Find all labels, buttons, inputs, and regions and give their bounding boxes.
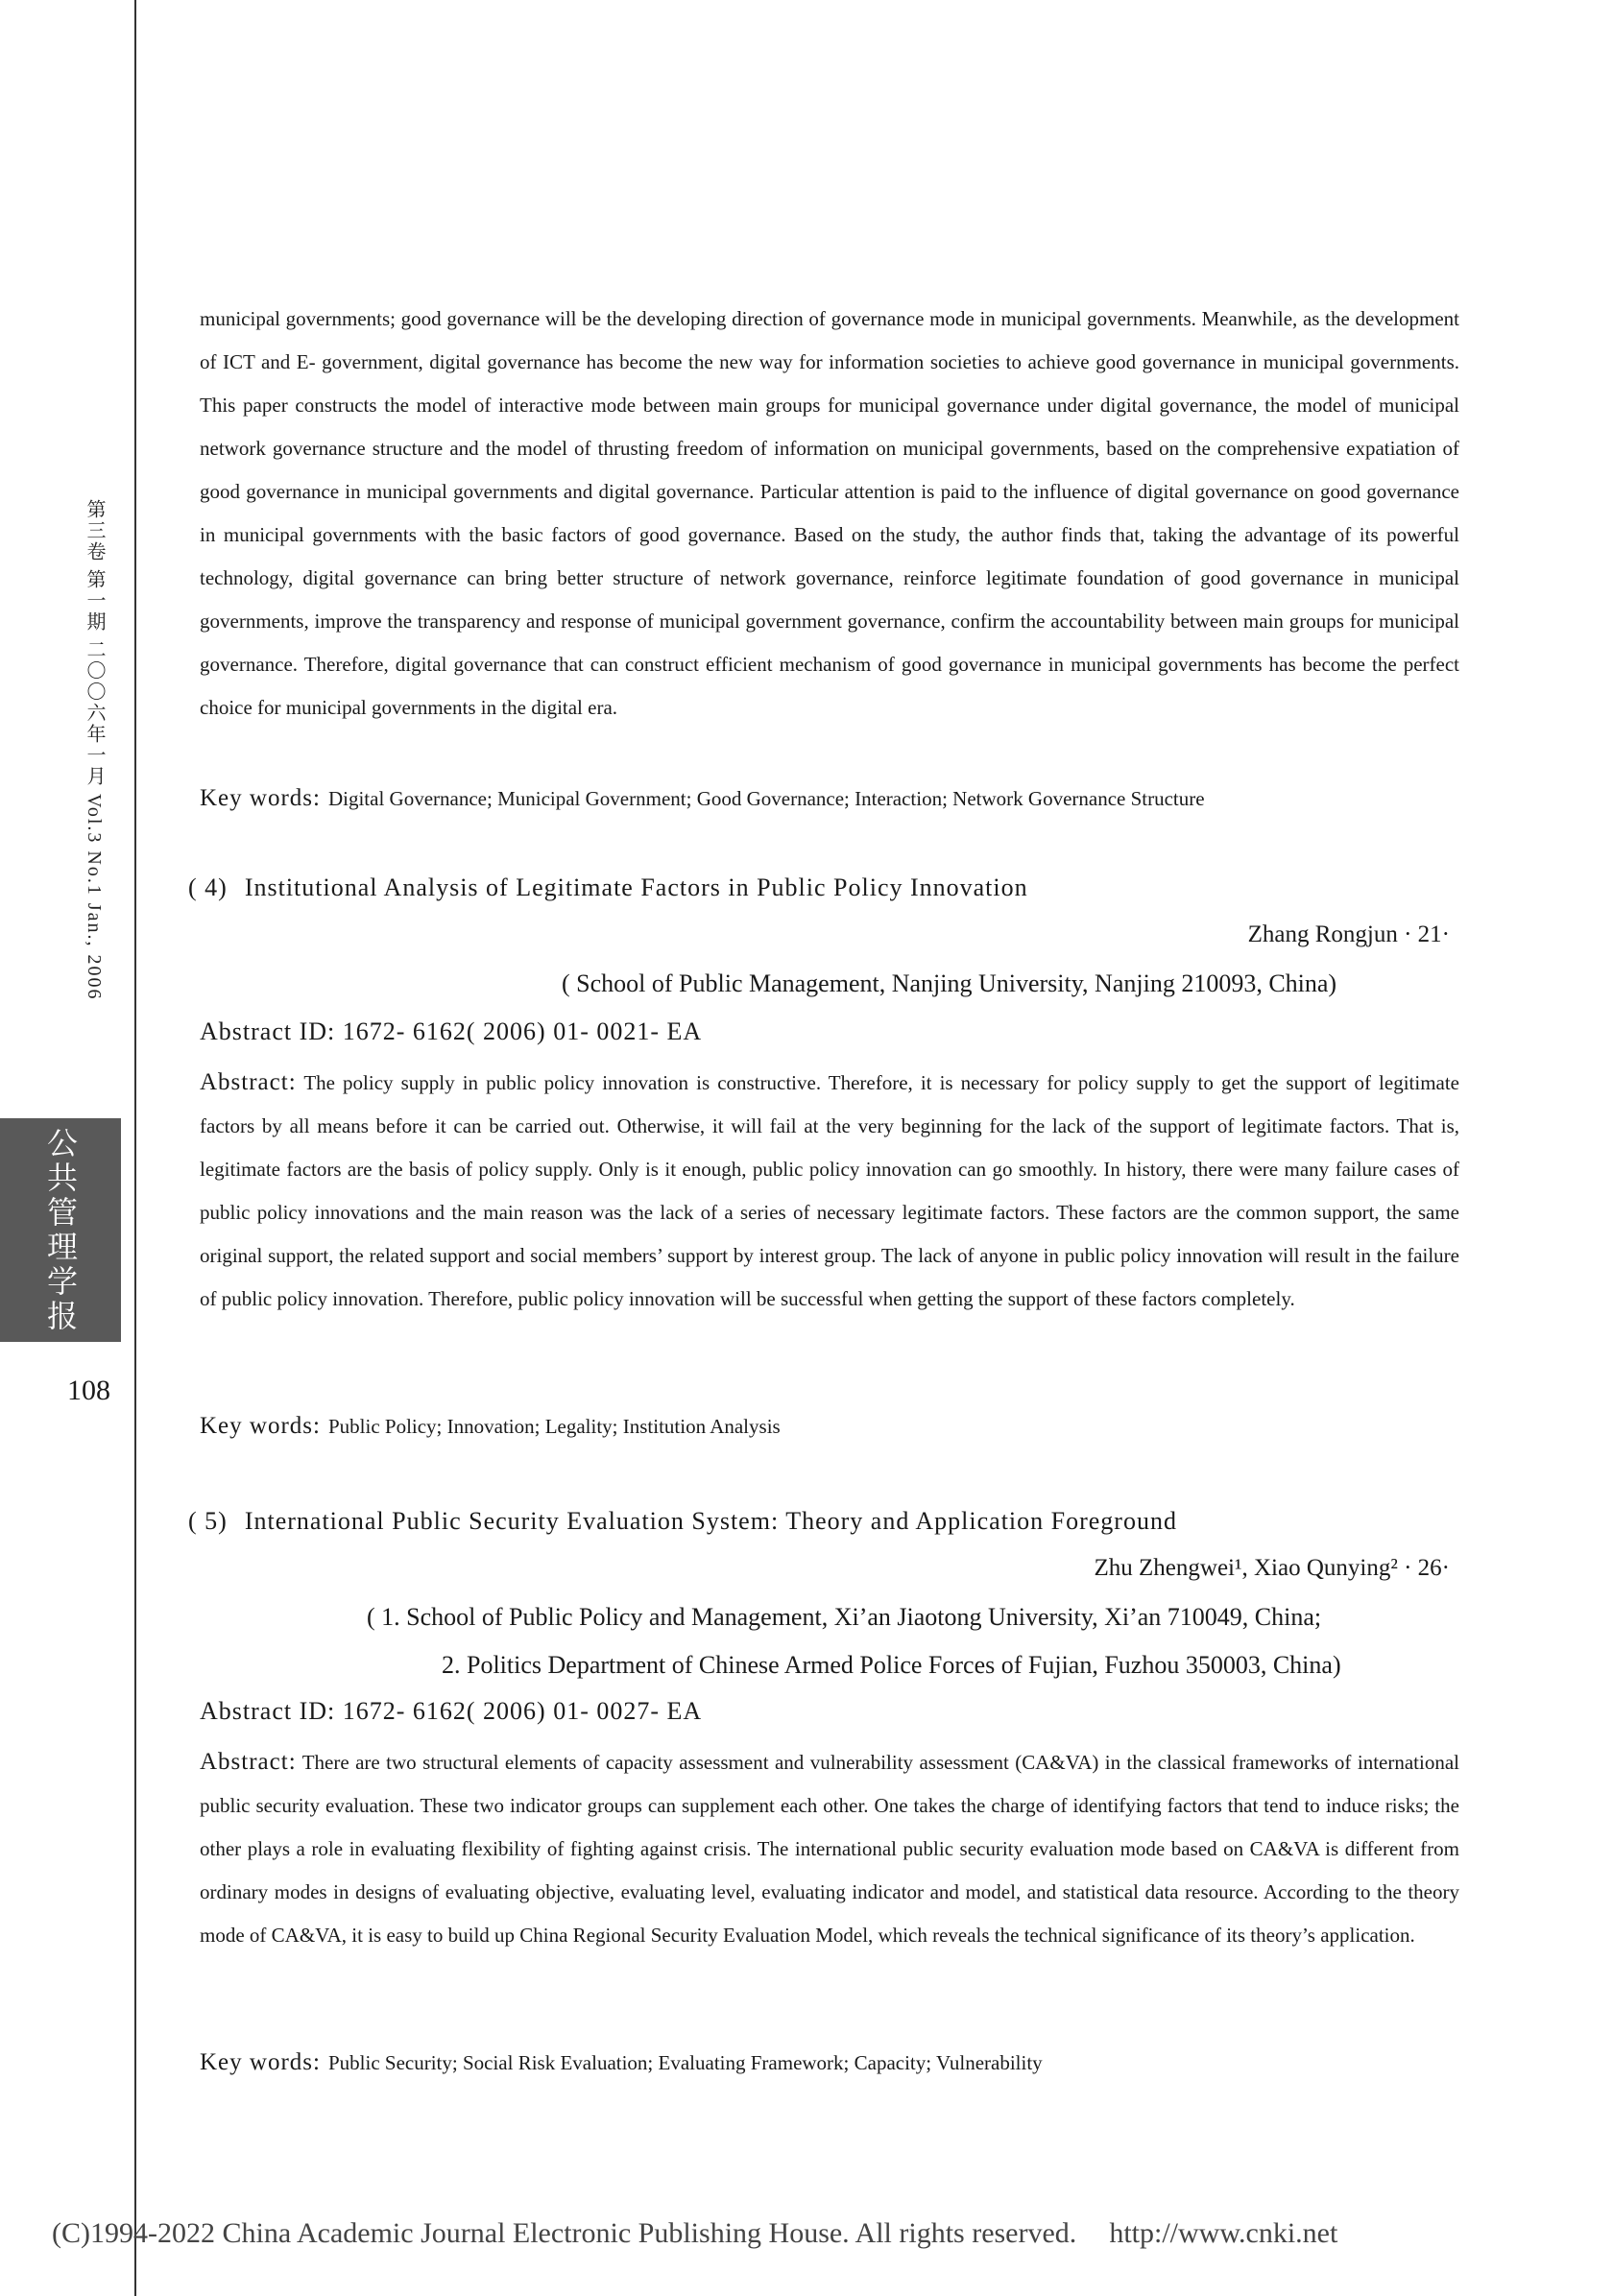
article-authors: Zhu Zhengwei¹, Xiao Qunying² · 26· — [1094, 1555, 1450, 1581]
abstract-body: There are two structural elements of capacity assessment and vulnerability assessment (CA&VA) in the classical frameworks of international public security evaluation. These two indicator groups can supplement each other. One takes the charge of identifying factors that tend to induce risks; the other plays a role in evaluating flexibility of fighting against crisis. The international public security evaluation mode based on CA&VA is different from ordinary modes in designs of evaluating objective, evaluating level, evaluating indicator and model, and statistical data resource. According to the theory mode of CA&VA, it is easy to build up China Regional Security Evaluation Model, which reveals the technical significance of its theory’s application. — [200, 1751, 1459, 1947]
abstract-id: Abstract ID: 1672- 6162( 2006) 01- 0021- EA — [200, 1017, 703, 1045]
article-title-text: Institutional Analysis of Legitimate Factors in Public Policy Innovation — [244, 873, 1028, 901]
intro-abstract-text: municipal governments; good governance will be the developing direction of governance mode in municipal governments. Meanwhile, as the development of ICT and E- government, digital governance has become the new way for information societies to achieve good governance in municipal governments. This paper constructs the model of interactive mode between main groups for municipal governance under digital governance, the model of municipal network governance structure and the model of thrusting freedom of information on municipal governments, based on the comprehensive expatiation of good governance in municipal governments and digital governance. Particular attention is paid to the influence of digital governance on good governance in municipal governments with the basic factors of good governance. Based on the study, the author finds that, taking the advantage of its powerful technology, digital governance can bring better structure of network governance, reinforce legitimate foundation of good governance in municipal governments, improve the transparency and response of municipal government governance, confirm the accountability between main groups for municipal governance. Therefore, digital governance that can construct efficient mechanism of good governance in municipal governments has become the perfect choice for municipal governments in the digital era. — [200, 307, 1459, 719]
article-affiliation: 2. Politics Department of Chinese Armed Police Forces of Fujian, Fuzhou 350003, China) — [442, 1651, 1341, 1679]
article-affiliation: ( School of Public Management, Nanjing University, Nanjing 210093, China) — [562, 969, 1337, 997]
keywords-text: Digital Governance; Municipal Government; Good Governance; Interaction; Network Governance Structure — [327, 787, 1205, 810]
abstract-label: Abstract: — [200, 1749, 297, 1775]
article-title-text: International Public Security Evaluation System: Theory and Application Foreground — [244, 1507, 1177, 1535]
keywords-text: Public Security; Social Risk Evaluation; Evaluating Framework; Capacity; Vulnerability — [327, 2051, 1043, 2074]
abstract-text — [200, 1061, 1459, 1321]
article-keywords — [200, 1413, 781, 1440]
footer-url[interactable]: http://www.cnki.net — [1109, 2217, 1338, 2249]
article-number: ( 5) — [188, 1507, 228, 1535]
article-number: ( 4) — [188, 873, 228, 901]
issue-info-vertical: 第三卷 第一期 二〇〇六年一月 Vol.3 No.1 Jan., 2006 — [84, 499, 105, 1001]
article-authors: Zhang Rongjun · 21· — [1247, 921, 1450, 947]
footer — [52, 2217, 1337, 2250]
abstract-id: Abstract ID: 1672- 6162( 2006) 01- 0027- EA — [200, 1697, 703, 1725]
article-keywords — [200, 2049, 1043, 2076]
keywords-label: Key words: — [200, 1413, 321, 1439]
intro-keywords — [200, 785, 1205, 812]
article-title — [188, 873, 1028, 902]
keywords-label: Key words: — [200, 2049, 321, 2075]
abstract-text — [200, 1740, 1459, 1957]
abstract-label: Abstract: — [200, 1069, 297, 1095]
keywords-label: Key words: — [200, 785, 321, 811]
article-affiliation: ( 1. School of Public Policy and Management, Xi’an Jiaotong University, Xi’an 710049, China; — [367, 1603, 1322, 1631]
margin-rule — [134, 0, 136, 2296]
abstract-body: The policy supply in public policy innovation is constructive. Therefore, it is necessary for policy supply to get the support of legitimate factors by all means before it can be carried out. Otherwise, it will fail at the very beginning for the lack of the support of legitimate factors. That is, legitimate factors are the basis of policy supply. Only is it enough, public policy innovation can go smoothly. In history, there were many failure cases of public policy innovations and the main reason was the lack of a series of necessary legitimate factors. These factors are the common support, the same original support, the related support and social members’ support by interest group. The lack of anyone in public policy innovation will result in the failure of public policy innovation. Therefore, public policy innovation will be successful when getting the support of these factors completely. — [200, 1071, 1460, 1310]
page-number: 108 — [67, 1375, 110, 1406]
journal-name-box: 公共管理学报 — [0, 1118, 121, 1342]
keywords-text: Public Policy; Innovation; Legality; Institution Analysis — [327, 1415, 781, 1438]
article-title — [188, 1507, 1177, 1536]
copyright-text: (C)1994-2022 China Academic Journal Electronic Publishing House. All rights reserved. — [52, 2217, 1077, 2249]
